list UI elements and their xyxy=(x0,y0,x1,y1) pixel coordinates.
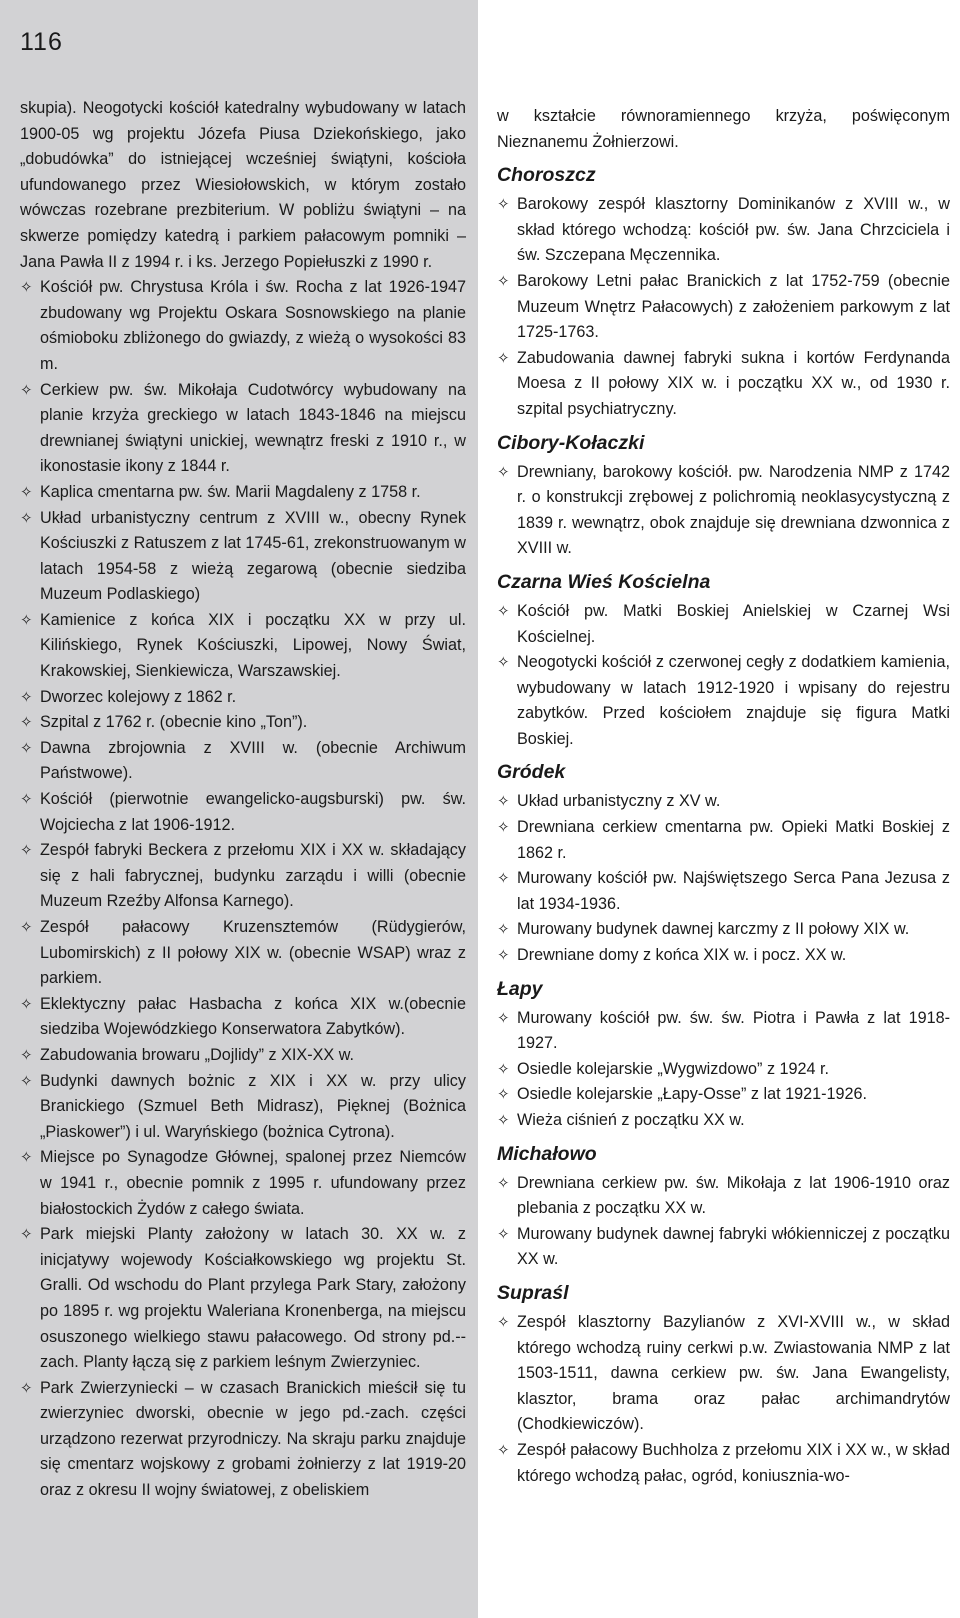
four-pointed-star-icon: ✧ xyxy=(497,870,510,888)
list-item-text: Kościół (pierwotnie ewangelicko-augsburski) pw. św. Wojciecha z lat 1906-1912. xyxy=(40,790,466,834)
list-item xyxy=(497,460,950,562)
list-item-text: Wieża ciśnień z początku XX w. xyxy=(517,1111,745,1129)
four-pointed-star-icon: ✧ xyxy=(497,1313,510,1331)
right-intro: w kształcie równoramiennego krzyża, poświęconym Nieznanemu Żołnierzowi. xyxy=(497,107,950,151)
list-item xyxy=(497,1310,950,1438)
list-item-text: Park Zwierzyniecki – w czasach Branickich mieścił się tu zwierzyniec dworski, obecnie w jego pd.-zach. części urządzono rezerwat przyrodniczy. Na skraju parku znajduje się cmentarz wojskowy z grobami żołnierzy z lat 1919-20 oraz z okresu II wojny światowej, z obeliskiem xyxy=(40,1378,466,1500)
four-pointed-star-icon: ✧ xyxy=(20,1226,33,1244)
four-pointed-star-icon: ✧ xyxy=(20,919,33,936)
list-item-text: Dworzec kolejowy z 1862 r. xyxy=(40,687,237,706)
list-item xyxy=(20,1376,466,1504)
list-item xyxy=(20,1043,466,1069)
list-item-text: Drewniana cerkiew pw. św. Mikołaja z lat 1906-1910 oraz plebania z początku XX w. xyxy=(517,1173,950,1218)
list-item-text: Osiedle kolejarskie „Wygwizdowo” z 1924 r. xyxy=(517,1059,830,1078)
four-pointed-star-icon: ✧ xyxy=(20,1379,33,1397)
four-pointed-star-icon: ✧ xyxy=(20,842,33,860)
four-pointed-star-icon: ✧ xyxy=(497,272,510,290)
list-item xyxy=(497,1438,950,1489)
list-item xyxy=(20,992,466,1043)
list-item-text: Kościół pw. Chrystusa Króla i św. Rocha z lat 1926-1947 zbudowany wg Projektu Oskara Sosnowskiego na planie ośmioboku zbliżonego do gwiazdy, z wieżą o wysokości 83 m. xyxy=(40,278,466,373)
right-column-text xyxy=(497,104,950,1489)
list-item xyxy=(20,736,466,787)
list-item xyxy=(497,1057,950,1083)
section-heading: Michałowo xyxy=(497,1142,597,1165)
list-item xyxy=(20,787,466,838)
list-item xyxy=(497,789,950,815)
list-item-text: Budynki dawnych bożnic z XIX i XX w. przy ulicy Branickiego (Szmuel Beth Midrasz), Pięknej (Bożnica „Piaskower”) i ul. Waryńskiego (bożnica Cytrona). xyxy=(40,1071,466,1141)
list-item xyxy=(497,866,950,917)
list-item-text: Eklektyczny pałac Hasbacha z końca XIX w.(obecnie siedziba Wojewódzkiego Konserwatora Zabytków). xyxy=(40,994,466,1039)
four-pointed-star-icon: ✧ xyxy=(497,349,510,367)
list-item-text: Murowany kościół pw. św. św. Piotra i Pawła z lat 1918-1927. xyxy=(517,1008,950,1053)
list-item xyxy=(497,650,950,752)
four-pointed-star-icon: ✧ xyxy=(20,1072,33,1090)
list-item xyxy=(497,1108,950,1134)
four-pointed-star-icon: ✧ xyxy=(20,509,33,527)
list-item xyxy=(20,506,466,608)
list-item-text: Dawna zbrojownia z XVIII w. (obecnie Archiwum Państwowe). xyxy=(40,738,466,783)
list-item xyxy=(497,192,950,269)
section-heading: Cibory-Kołaczki xyxy=(497,431,645,454)
four-pointed-star-icon: ✧ xyxy=(20,1046,33,1064)
four-pointed-star-icon: ✧ xyxy=(497,1009,510,1027)
four-pointed-star-icon: ✧ xyxy=(20,688,33,706)
list-item xyxy=(497,599,950,650)
list-item xyxy=(497,346,950,423)
list-item xyxy=(20,275,466,377)
four-pointed-star-icon: ✧ xyxy=(497,1060,510,1078)
list-item xyxy=(497,1006,950,1057)
list-item-text: Murowany kościół pw. Najświętszego Serca Pana Jezusa z lat 1934-1936. xyxy=(517,869,950,913)
section-heading: Supraśl xyxy=(497,1281,569,1304)
section-heading: Czarna Wieś Kościelna xyxy=(497,570,711,593)
list-item-text: Drewniana cerkiew cmentarna pw. Opieki Matki Boskiej z 1862 r. xyxy=(517,818,950,862)
list-item xyxy=(20,710,466,736)
list-item-text: Zabudowania browaru „Dojlidy” z XIX-XX w. xyxy=(40,1045,354,1064)
list-item xyxy=(20,480,466,506)
list-item xyxy=(497,269,950,346)
list-item xyxy=(20,685,466,711)
list-item-text: Barokowy Letni pałac Branickich z lat 1752-759 (obecnie Muzeum Wnętrz Pałacowych) z założeniem parkowym z lat 1725-1763. xyxy=(517,271,950,342)
four-pointed-star-icon: ✧ xyxy=(497,947,510,965)
list-item xyxy=(497,1171,950,1222)
list-item-text: Zespół pałacowy Buchholza z przełomu XIX i XX w., w skład którego wchodzą pałac, ogród, koniusznia-wo- xyxy=(517,1440,950,1485)
list-item-text: Miejsce po Synagodze Głównej, spalonej przez Niemców w 1941 r., obecnie pomnik z 1995 r. ufundowany przez białostockich Żydów z całego świata. xyxy=(40,1148,466,1218)
list-item-text: Osiedle kolejarskie „Łapy-Osse” z lat 1921-1926. xyxy=(517,1085,867,1104)
list-item-text: Kościół pw. Matki Boskiej Anielskiej w Czarnej Wsi Kościelnej. xyxy=(517,601,950,646)
list-item xyxy=(20,608,466,685)
four-pointed-star-icon: ✧ xyxy=(20,381,33,399)
four-pointed-star-icon: ✧ xyxy=(20,714,33,732)
section-heading: Choroszcz xyxy=(497,164,596,187)
list-item xyxy=(497,1082,950,1108)
four-pointed-star-icon: ✧ xyxy=(497,819,510,837)
four-pointed-star-icon: ✧ xyxy=(20,279,33,297)
list-item-text: Drewniane domy z końca XIX w. i pocz. XX w. xyxy=(517,946,847,965)
list-item-text: Kamienice z końca XIX i początku XX w przy ul. Kilińskiego, Rynek Kościuszki, Lipowej, Nowy Świat, Krakowskiej, Sienkiewicza, Warszawskiej. xyxy=(40,610,466,681)
four-pointed-star-icon: ✧ xyxy=(20,791,33,809)
four-pointed-star-icon: ✧ xyxy=(20,611,33,629)
list-item-text: Zespół pałacowy Kruzensztemów (Rüdygierów, Lubomirskich) z II połowy XIX w. (obecnie WSAP) wraz z parkiem. xyxy=(40,918,466,988)
list-item-text: Murowany budynek dawnej fabryki włókienniczej z początku XX w. xyxy=(517,1224,950,1269)
list-item xyxy=(497,943,950,969)
list-item xyxy=(20,1069,466,1146)
four-pointed-star-icon: ✧ xyxy=(20,1149,33,1167)
list-item-text: Układ urbanistyczny z XV w. xyxy=(517,792,721,811)
four-pointed-star-icon: ✧ xyxy=(497,793,510,811)
left-column-text xyxy=(20,96,466,1504)
list-item-text: Cerkiew pw. św. Mikołaja Cudotwórcy wybudowany na planie krzyża greckiego w latach 1843-1846 na miejscu drewnianej świątyni unickiej, wewnątrz freski z 1910 r., w ikonostasie ikony z 1844 r. xyxy=(40,380,466,476)
four-pointed-star-icon: ✧ xyxy=(497,1112,510,1129)
list-item xyxy=(20,838,466,915)
list-item-text: Układ urbanistyczny centrum z XVIII w., obecny Rynek Kościuszki z Ratuszem z lat 1745-61, zrekonstruowanym w latach 1954-58 z wieżą zegarową (obecnie siedziba Muzeum Podlaskiego) xyxy=(40,508,466,604)
four-pointed-star-icon: ✧ xyxy=(20,483,33,501)
left-entries-list xyxy=(20,275,466,1504)
four-pointed-star-icon: ✧ xyxy=(20,995,33,1013)
list-item-text: Zespół klasztorny Bazylianów z XVI-XVIII w., w skład którego wchodzą ruiny cerkwi p.w. Zwiastowania NMP z lat 1503-1511, dawna cerkiew pw. św. Jana Ewangelisty, klasztor, brama oraz pałac archimandrytów (Chodkiewiczów). xyxy=(517,1312,950,1434)
four-pointed-star-icon: ✧ xyxy=(497,654,510,672)
list-item xyxy=(20,1145,466,1222)
four-pointed-star-icon: ✧ xyxy=(20,739,33,757)
page-number: 116 xyxy=(20,28,63,56)
list-item-text: Park miejski Planty założony w latach 30. XX w. z inicjatywy wojewody Kościałkowskiego wg projektu St. Gralli. Od wschodu do Plant przylega Park Stary, założony po 1895 r. wg projektu Waleriana Kronenberga, na miejscu osuszonego wielkiego stawu pałacowego. Od strony pd.--zach. Planty łączą się z parkiem leśnym Zwierzyniec. xyxy=(40,1225,466,1372)
list-item xyxy=(20,378,466,480)
list-item xyxy=(497,917,950,943)
list-item xyxy=(20,915,466,992)
list-item-text: Neogotycki kościół z czerwonej cegły z dodatkiem kamienia, wybudowany w latach 1912-1920 i wpisany do rejestru zabytków. Przed kościołem znajduje się figura Matki Boskiej. xyxy=(517,653,950,748)
list-item xyxy=(20,1222,466,1376)
four-pointed-star-icon: ✧ xyxy=(497,463,510,481)
four-pointed-star-icon: ✧ xyxy=(497,1225,510,1243)
list-item xyxy=(497,1222,950,1273)
list-item-text: Zespół fabryki Beckera z przełomu XIX i XX w. składający się z hali fabrycznej, budynku zarządu i willi (obecnie Muzeum Rzeźby Alfonsa Karnego). xyxy=(40,841,466,911)
list-item xyxy=(497,815,950,866)
four-pointed-star-icon: ✧ xyxy=(497,921,510,939)
list-item-text: Zabudowania dawnej fabryki sukna i kortów Ferdynanda Moesa z II połowy XIX w. i początku XX w., od 1930 r. szpital psychiatryczny. xyxy=(517,348,950,418)
section-heading: Gródek xyxy=(497,761,566,784)
four-pointed-star-icon: ✧ xyxy=(497,1441,510,1459)
left-intro: skupia). Neogotycki kościół katedralny wybudowany w latach 1900-05 wg projektu Józefa Piusa Dziekońskiego, jako „dobudówka” do istniejącej wcześniej świątyni, kościoła ufundowanego przez Wiesiołowskich, w którym zostało wówczas rozebrane prezbiterium. W pobliżu świątyni – na skwerze pomiędzy katedrą i parkiem pałacowym pomniki – Jana Pawła II z 1994 r. i ks. Jerzego Popiełuszki z 1990 r. xyxy=(20,99,466,271)
list-item-text: Barokowy zespół klasztorny Dominikanów z XVIII w., w skład którego wchodzą: kościół pw. św. Jana Chrzciciela i św. Szczepana Męczennika. xyxy=(517,195,950,265)
four-pointed-star-icon: ✧ xyxy=(497,602,510,620)
right-sections xyxy=(497,163,950,1489)
four-pointed-star-icon: ✧ xyxy=(497,196,510,214)
four-pointed-star-icon: ✧ xyxy=(497,1086,510,1104)
four-pointed-star-icon: ✧ xyxy=(497,1174,510,1192)
section-heading: Łapy xyxy=(497,977,543,1000)
list-item-text: Szpital z 1762 r. (obecnie kino „Ton”). xyxy=(40,713,308,732)
list-item-text: Drewniany, barokowy kościół. pw. Narodzenia NMP z 1742 r. o konstrukcji zrębowej z polichromią neoklasycystyczną z 1839 r. wewnątrz, obok znajduje się drewniana dzwonnica z XVIII w. xyxy=(517,462,950,558)
list-item-text: Kaplica cmentarna pw. św. Marii Magdaleny z 1758 r. xyxy=(40,482,421,501)
list-item-text: Murowany budynek dawnej karczmy z II połowy XIX w. xyxy=(517,920,910,939)
